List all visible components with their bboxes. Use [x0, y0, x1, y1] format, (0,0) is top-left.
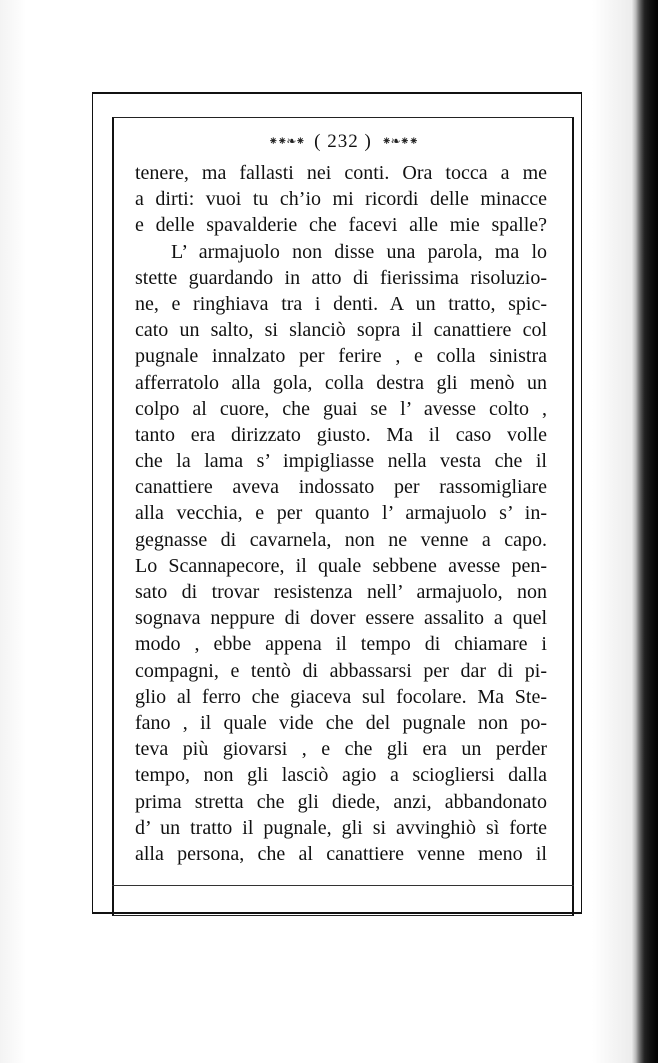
text-line: Lo Scannapecore, il quale sebbene avesse pen-: [135, 554, 547, 577]
page-header: [112, 130, 574, 153]
text-line: teva più giovarsi , e che gli era un perder: [135, 738, 547, 761]
text-line: prima stretta che gli diede, anzi, abbandonato: [135, 790, 547, 813]
text-line: d’ un tratto il pugnale, gli si avvinghiò sì forte: [135, 816, 547, 839]
text-line: tempo, non gli lasciò agio a sciogliersi dalla: [135, 764, 547, 787]
text-line: compagni, e tentò di abbassarsi per dar di pi-: [135, 659, 547, 682]
text-line: cato un salto, si slanciò sopra il canattiere col: [135, 319, 547, 342]
text-line: canattiere aveva indossato per rassomigliare: [135, 476, 547, 499]
text-line: afferratolo alla gola, colla destra gli menò un: [135, 371, 547, 394]
text-line: a dirti: vuoi tu ch’io mi ricordi delle minacce: [135, 188, 547, 211]
text-line: modo , ebbe appena il tempo di chiamare i: [135, 633, 547, 656]
text-line: colpo al cuore, che guai se l’ avesse colto ,: [135, 397, 547, 420]
text-line: sognava neppure di dover essere assalito a quel: [135, 607, 547, 630]
text-line: sato di trovar resistenza nell’ armajuolo, non: [135, 581, 547, 603]
text-line: alla vecchia, e per quanto l’ armajuolo s’ in-: [135, 502, 547, 525]
text-line: e delle spavalderie che facevi alle mie spalle?: [135, 214, 547, 237]
ornament-right-icon: ⁕❧⁕⁕: [381, 134, 418, 149]
text-line: che la lama s’ impigliasse nella vesta che il: [135, 450, 547, 473]
text-line: tenere, ma fallasti nei conti. Ora tocca a me: [135, 162, 547, 184]
text-line: glio al ferro che giaceva sul focolare. Ma Ste-: [135, 685, 547, 708]
text-line: pugnale innalzato per ferire , e colla sinistra: [135, 345, 547, 368]
text-line: fano , il quale vide che del pugnale non po-: [135, 711, 547, 734]
text-line: stette guardando in atto di fierissima risoluzio-: [135, 266, 547, 289]
page-edge-shadow: [636, 0, 658, 1063]
text-line: ne, e ringhiava tra i denti. A un tratto, spic-: [135, 292, 547, 315]
text-line: gegnasse di cavarnela, non ne venne a capo.: [135, 528, 547, 551]
body-text: [135, 160, 547, 867]
ornament-left-icon: ⁕⁕❧⁕: [268, 134, 305, 149]
text-line: L’ armajuolo non disse una parola, ma lo: [171, 240, 547, 263]
footer-rule: [112, 885, 574, 886]
text-line: alla persona, che al canattiere venne meno il: [135, 842, 547, 865]
text-line: tanto era dirizzato giusto. Ma il caso volle: [135, 423, 547, 446]
page-number: ( 232 ): [314, 130, 372, 152]
